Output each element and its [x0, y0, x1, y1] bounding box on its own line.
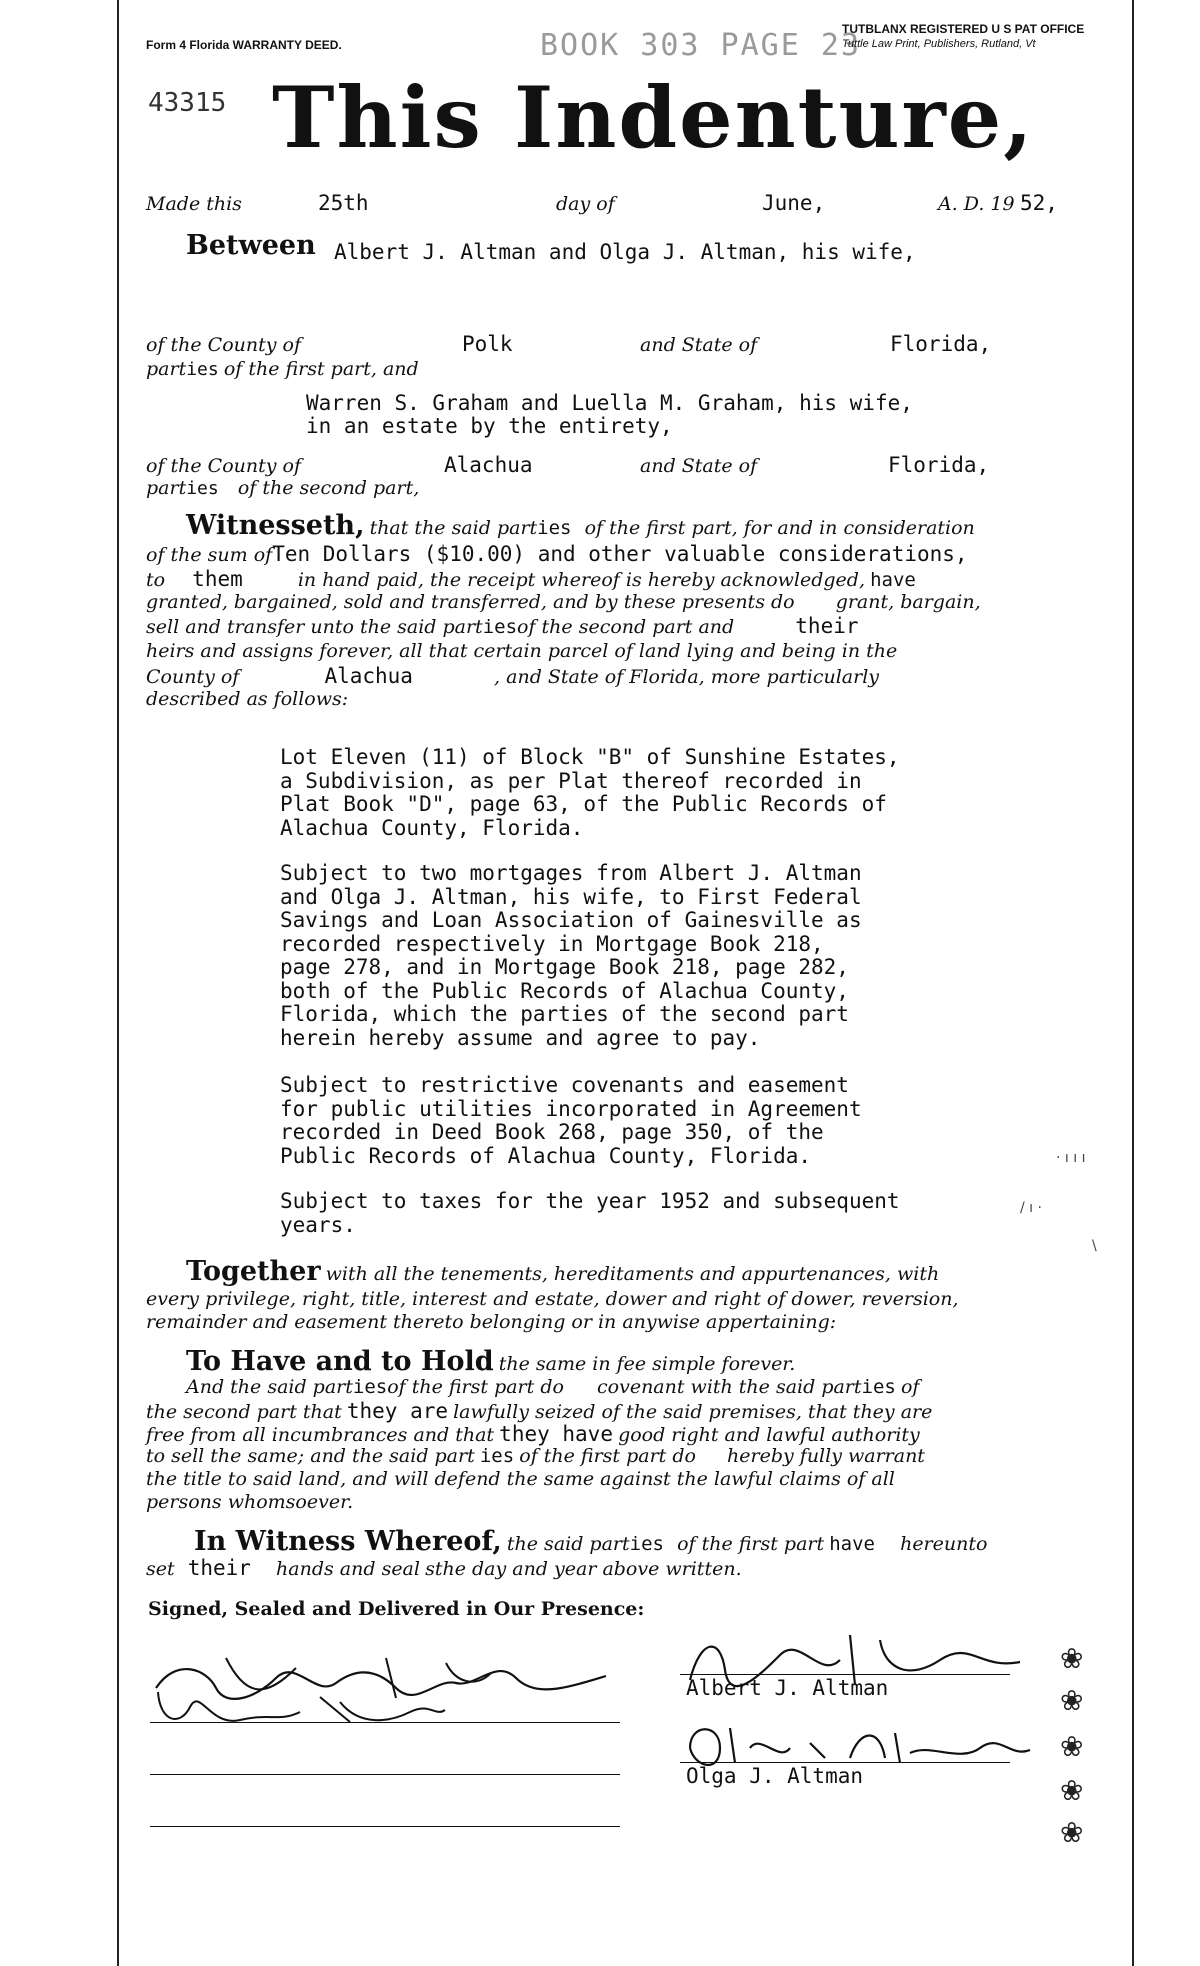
made-year: 52, — [1020, 191, 1058, 215]
grantor-names: Albert J. Altman and Olga J. Altman, his wife, — [334, 240, 916, 264]
right-border-rule — [1132, 0, 1134, 1966]
grantor-1-name: Albert J. Altman — [686, 1676, 889, 1700]
made-day: 25th — [318, 191, 369, 215]
first-part-line: parties of the first part, and — [146, 358, 419, 380]
grantor-state-label: and State of — [640, 334, 758, 356]
in-witness-line-1: In Witness Whereof, the said parties of the first part have hereunto — [194, 1526, 988, 1557]
grantor-signature-line-1 — [680, 1674, 1010, 1675]
margin-marks-2: / ı · — [1020, 1200, 1042, 1216]
ad-label: A. D. 19 — [938, 193, 1015, 215]
legal-paragraph-lot: Lot Eleven (11) of Block "B" of Sunshine Estates, a Subdivision, as per Plat thereof recorded in Plat Book "D", page 63, of the Public Records of Alachua County, Florida. — [280, 745, 900, 840]
between-label: Between — [186, 230, 316, 261]
witnesseth-line-4: granted, bargained, sold and transferred, and by these presents do grant, bargain, — [146, 591, 981, 613]
habendum-line-3: free from all incumbrances and that they have good right and lawful authority — [146, 1422, 920, 1446]
habendum-line-4: to sell the same; and the said part ies of the first part do hereby fully warrant — [146, 1445, 925, 1467]
habendum-line-6: persons whomsoever. — [146, 1491, 354, 1513]
seal-icon: ❀ — [1060, 1816, 1084, 1849]
legal-paragraph-mortgages: Subject to two mortgages from Albert J. Altman and Olga J. Altman, his wife, to First Federal Savings and Loan Association of Gainesville as recorded respectively in Mortgage Book 218, page 278, and in Mortgage Book 218, page 282, both of the Public Records of Alachua County, Florida, which the parties of the second part herein hereby assume and agree to pay. — [280, 861, 862, 1050]
grantor-county-label: of the County of — [146, 334, 301, 356]
witness-line-3 — [150, 1826, 620, 1827]
witnesseth-line-6: heirs and assigns forever, all that certain parcel of land lying and being in the — [146, 640, 898, 662]
second-part-line: parties of the second part, — [146, 477, 420, 499]
grantee-county-label: of the County of — [146, 455, 301, 477]
witnesseth-line-2: of the sum ofTen Dollars ($10.00) and other valuable considerations, — [146, 542, 968, 566]
legal-paragraph-covenants: Subject to restrictive covenants and easement for public utilities incorporated in Agreement recorded in Deed Book 268, page 350, of the Public Records of Alachua County, Florida. — [280, 1073, 862, 1168]
grantee-state: Florida, — [888, 453, 990, 477]
grantor-signature-line-2 — [680, 1762, 1010, 1763]
in-witness-line-2: set their hands and seal sthe day and year above written. — [146, 1556, 742, 1580]
made-month: June, — [762, 191, 826, 215]
grantor-2-name: Olga J. Altman — [686, 1764, 864, 1788]
margin-marks-1: · ı ı ı — [1056, 1150, 1086, 1166]
grantor-state: Florida, — [890, 332, 992, 356]
grantee-names-line-1: Warren S. Graham and Luella M. Graham, his wife, — [306, 391, 913, 415]
margin-marks-3: \ — [1092, 1238, 1097, 1254]
habendum-line-5: the title to said land, and will defend the same against the lawful claims of all — [146, 1468, 895, 1490]
seal-icon: ❀ — [1060, 1684, 1084, 1717]
publisher-line-2: Tuttle Law Print, Publishers, Rutland, Vt — [842, 38, 1036, 50]
seal-icon: ❀ — [1060, 1774, 1084, 1807]
grantor-county: Polk — [462, 332, 513, 356]
witnesseth-line-3: to them in hand paid, the receipt whereof is hereby acknowledged, have — [146, 567, 916, 591]
habendum-line-0: To Have and to Hold the same in fee simple forever. — [186, 1346, 796, 1377]
witnesseth-line-1: Witnesseth, that the said parties of the first part, for and in consideration — [186, 510, 975, 541]
together-line-1: Together with all the tenements, hereditaments and appurtenances, with — [186, 1256, 940, 1287]
publisher-line-1: TUTBLANX REGISTERED U S PAT OFFICE — [842, 22, 1085, 36]
witnesseth-line-8: described as follows: — [146, 688, 349, 710]
witnesseth-line-5: sell and transfer unto the said partiesof the second part and their — [146, 614, 859, 638]
witnesseth-line-7: County of Alachua , and State of Florida, more particularly — [146, 664, 880, 688]
witness-line-2 — [150, 1774, 620, 1775]
witness-line-1 — [150, 1722, 620, 1723]
together-line-2: every privilege, right, title, interest and estate, dower and right of dower, reversion, — [146, 1288, 959, 1310]
habendum-line-1: And the said partiesof the first part do covenant with the said parties of — [186, 1376, 920, 1398]
made-this-label: Made this — [146, 193, 242, 215]
document-number: 43315 — [148, 88, 227, 118]
together-line-3: remainder and easement thereto belonging or in anywise appertaining: — [146, 1311, 837, 1333]
witness-signature-2 — [150, 1682, 450, 1742]
grantee-state-label: and State of — [640, 455, 758, 477]
seal-icon: ❀ — [1060, 1730, 1084, 1763]
left-border-rule — [117, 0, 119, 1966]
signed-sealed-label: Signed, Sealed and Delivered in Our Presence: — [148, 1598, 645, 1620]
deed-title: This Indenture, — [272, 68, 1035, 167]
habendum-line-2: the second part that they are lawfully seized of the said premises, that they are — [146, 1399, 933, 1423]
legal-paragraph-taxes: Subject to taxes for the year 1952 and subsequent years. — [280, 1189, 900, 1237]
seal-icon: ❀ — [1060, 1642, 1084, 1675]
day-of-label: day of — [556, 193, 615, 215]
grantee-county: Alachua — [444, 453, 533, 477]
book-page-stamp: BOOK 303 PAGE 23 — [540, 28, 861, 63]
form-label: Form 4 Florida WARRANTY DEED. — [146, 38, 342, 52]
grantee-names-line-2: in an estate by the entirety, — [306, 414, 673, 438]
